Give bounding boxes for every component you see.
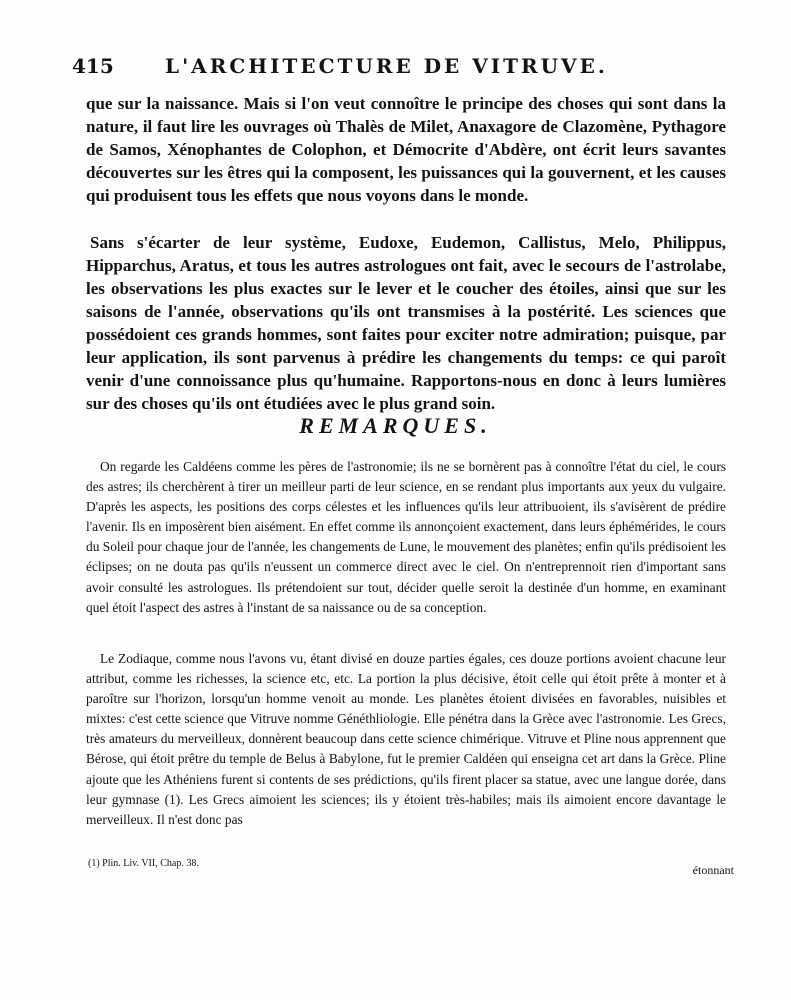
main-paragraph: Sans s'écarter de leur système, Eudoxe, Eudemon, Callistus, Melo, Philippus, Hipparchus, Aratus, et tous les autres astrologues ont fait, avec le secours de l'astrolabe, les observations les plus exactes sur le lever et le coucher des étoiles, ainsi que sur les saisons de l'année, observations qu'ils ont transmises à la postérité. Les sciences que possédoient ces grands hommes, sont faites pour exciter notre admiration; puisque, par leur application, ils sont parvenus à prédire les changements du temps: ce qui paroît venir d'une connoissance plus qu'humaine. Rapportons-nous en donc à leurs lumières sur des choses qu'ils ont étudiées avec le plus grand soin. (86, 233, 726, 413)
footnote: (1) Plin. Liv. VII, Chap. 38. (88, 858, 199, 869)
remarques-paragraph: Le Zodiaque, comme nous l'avons vu, étant divisé en douze parties égales, ces douze portions avoient chacune leur attribut, comme les richesses, la science etc, etc. La portion la plus décisive, étoit celle qui étoit prête à monter et à paroître sur l'horizon, lorsqu'un homme venoit au monde. Les planètes étoient divisées en favorables, nuisibles et mixtes: c'est cette science que Vitruve nomme Généthliologie. Elle pénétra dans la Grèce avec l'astronomie. Les Grecs, très amateurs du merveilleux, donnèrent beaucoup dans cette science chimérique. Vitruve et Pline nous apprennent que Bérose, qui étoit prêtre du temple de Belus à Babylone, fut le premier Caldéen qui enseigna cet art dans la Grèce. Pline ajoute que les Athéniens furent si contents de ses prédictions, qu'ils firent placer sa statue, avec une langue dorée, dans leur gymnase (1). Les Grecs aimoient les sciences; ils y étoient très-habiles; mais ils aimoient encore davantage le merveilleux. Il n'est donc pas (86, 651, 726, 827)
catchword: étonnant (692, 863, 734, 877)
page-number: 415 (72, 54, 114, 78)
page-header (72, 54, 734, 84)
running-title: L'ARCHITECTURE DE VITRUVE. (165, 54, 608, 78)
remarques-paragraph: On regarde les Caldéens comme les pères de l'astronomie; ils ne se bornèrent pas à connoître l'état du ciel, le cours des astres; ils cherchèrent à tirer un meilleur parti de leur science, en se rendant plus importants aux yeux du vulgaire. D'après les aspects, les positions des corps célestes et les influences qu'ils leur attribuoient, ils s'avisèrent de prédire l'avenir. Ils en imposèrent bien aisément. En effet comme ils annonçoient exactement, dans leurs éphémérides, le cours du Soleil pour chaque jour de l'année, les changements de Lune, le mouvement des planètes; enfin qu'ils prédisoient les éclipses; on ne douta pas qu'ils n'eussent un commerce direct avec le ciel. On n'entreprennoit rien d'important sans avoir consulté les astrologues. Ils prétendoient sur tout, décider quelle seroit la destinée d'un homme, en examinant quel étoit l'aspect des astres à l'instant de sa naissance ou de sa conception. (86, 459, 726, 615)
section-heading-remarques: REMARQUES. (299, 413, 492, 438)
main-paragraph: que sur la naissance. Mais si l'on veut connoître le principe des choses qui sont dans la nature, il faut lire les ouvrages où Thalès de Milet, Anaxagore de Clazomène, Pythagore de Samos, Xénophantes de Colophon, et Démocrite d'Abdère, ont écrit leurs savantes découvertes sur les êtres qui la composent, les puissances qui la gouvernent, et les causes qui produisent tous les effets que nous voyons dans le monde. (86, 94, 726, 205)
